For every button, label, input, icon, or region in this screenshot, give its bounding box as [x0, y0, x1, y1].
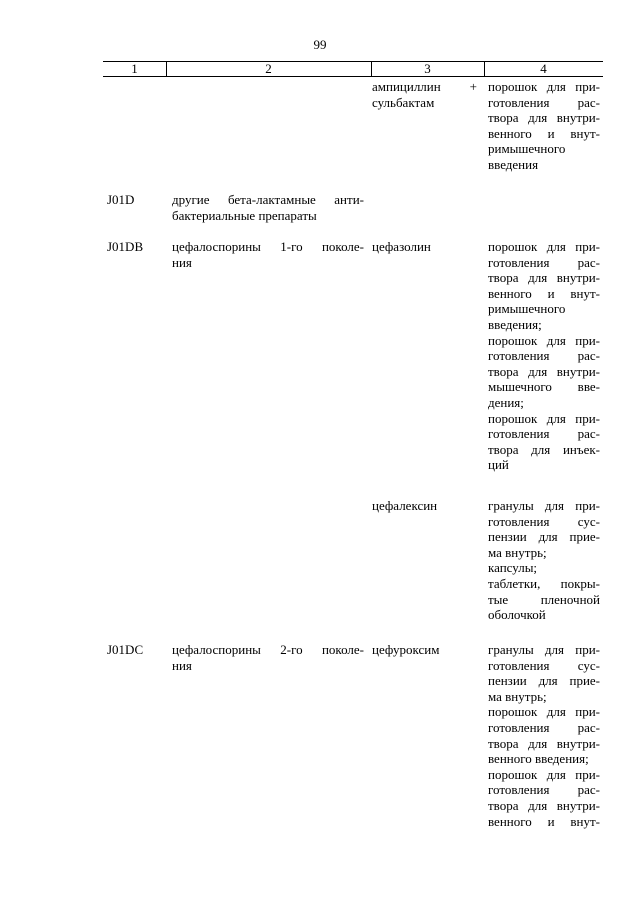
header-col-3: 3 [424, 61, 431, 76]
drug-name: ампициллин + сульбактам [372, 79, 477, 110]
dosage-forms: гранулы для при- готовления сус- пензии для прие- ма внутрь; капсулы; таблетки, покры- тые пленочной оболочкой [488, 498, 600, 623]
drug-name: цефазолин [372, 239, 431, 254]
table-header [103, 61, 603, 77]
atc-code: J01DB [107, 239, 144, 254]
header-col-4: 4 [540, 61, 547, 76]
dosage-forms: гранулы для при- готовления сус- пензии для прие- ма внутрь; порошок для при- готовления рас- твора для внутри- венного введения; порошок для при- готовления рас- твора для внутри- венного и внут- [488, 642, 600, 829]
group-name: другие бета-лактамные анти- бактериальные препараты [172, 192, 364, 223]
dosage-forms: порошок для при- готовления рас- твора для внутри- венного и внут- римышечного введения [488, 79, 600, 172]
atc-code: J01D [107, 192, 135, 207]
page-number: 99 [313, 37, 327, 52]
group-name: цефалоспорины 2-го поколе- ния [172, 642, 364, 673]
group-name: цефалоспорины 1-го поколе- ния [172, 239, 364, 270]
drug-name: цефуроксим [372, 642, 440, 657]
header-col-2: 2 [265, 61, 272, 76]
atc-code: J01DC [107, 642, 144, 657]
drug-name: цефалексин [372, 498, 438, 513]
dosage-forms: порошок для при- готовления рас- твора для внутри- венного и внут- римышечного введения; порошок для при- готовления рас- твора для внутри- мышечного вве- дения; порошок для при- готовления рас- твора для инъек- ций [488, 239, 600, 473]
header-col-1: 1 [131, 61, 138, 76]
